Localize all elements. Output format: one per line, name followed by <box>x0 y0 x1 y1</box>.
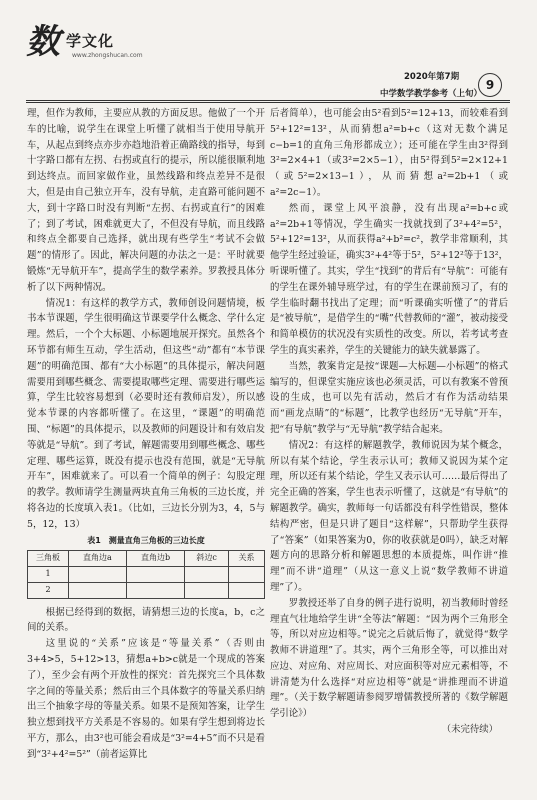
table-cell <box>126 582 184 598</box>
paragraph: 当然，教案肯定是按“课题—大标题—小标题”的格式编写的，但课堂实施应该也必须灵活，可以有教案不曾预设的生成，也可以先有活动，然后才有作为活动结果而“画龙点睛”的“标题”，比教学也经历“无导航”开车，把“有导航”教学与“无导航”教学结合起来。 <box>270 360 508 435</box>
paragraph: 情况2：有这样的解题教学，教师说因为某个概念，所以有某个结论，学生表示认可；教师又说因为某个定理，所以还有某个结论，学生又表示认可……最后得出了完全正确的答案，学生也表示听懂了，这就是“有导航”的解题教学。确实，教师每一句话都没有科学性错误，整体结构严密，但是只讲了题目“这样解”，只帮助学生获得了“答案”（如果答案为0，你的收获就是0吗），缺乏对解题方向的思路分析和解题思想的本质提炼，叫作讲“推理”而不讲“道理”（从这一意义上说“数学教师不讲道理”了）。 <box>270 439 508 593</box>
paragraph: 理，但作为教师，主要应从教的方面反思。他做了一个开车的比喻，说学生在课堂上听懂了就相当于使用导航开车，从起点到终点亦步亦趋地沿着正确路线的指导，每到十字路口都有左拐、右拐或直行的提示，所以能很顺利地到达终点。而回家做作业，虽然线路和终点差异不是很大，但是由自己独立开车，没有导航，走直路可能问题不大，到十字路口时没有判断“左拐、右拐或直行”的困难了；到了考试，困难就更大了，不但没有导航，而且线路和终点全都要自己选择，就出现有些学生“考试不会做题”的情形了。因此，解决问题的办法之一是：平时就要锻炼“无导航开车”，提高学生的数学素养。罗教授具体分析了以下两种情况。 <box>27 108 265 293</box>
table-cell: 1 <box>28 566 69 582</box>
table-row <box>28 582 265 598</box>
table-header-row <box>28 550 265 566</box>
table-cell <box>185 566 229 582</box>
table-cell <box>69 582 127 598</box>
table-header-cell: 直角边b <box>126 550 184 566</box>
table-header-cell: 斜边c <box>185 550 229 566</box>
journal-title: 中学数学教学参考（上旬） <box>380 89 483 99</box>
header-rule-secondary <box>26 102 510 103</box>
table-header-cell: 三角板 <box>28 550 69 566</box>
logo-url: www.zhongshucan.com <box>72 52 143 59</box>
page-number: 9 <box>478 73 502 97</box>
paragraph: 然而，课堂上风平浪静，没有出现a²=b+c或a²=2b+1等情况，学生确实一找就找到了3²+4²=5²，5²+12²=13²，从而获得a²+b²=c²，教学非常顺利，其他学生经过验证，确实3²+4²等于5²，5²+12²等于13²，听课听懂了。其实，学生“找到”的背后有“导航”：可能有的学生在课外辅导班学过，有的学生在课前预习了，有的学生临时翻书找出了定理；而“听课确实听懂了”的背后是“被导航”，是借学生的“嘴”代替教师的“灌”，被动接受和简单模仿的状况没有实质性的改变。所以，若考试考查学生的真实素养，学生的关键能力的缺失就暴露了。 <box>270 202 508 356</box>
page-header <box>0 0 537 112</box>
table-cell <box>229 566 265 582</box>
table-cell <box>126 566 184 582</box>
paragraph: 这里说的“关系”应该是“等量关系”（否则由3+4>5，5+12>13，猜想a+b>c就是一个现成的答案了），至少会有两个开放性的探究：首先探究三个具体数字之间的等量关系；然后由三个具体数字的等量关系归纳出三个抽象字母的等量关系。如果不是预知答案，让学生独立想到找平方关系是不容易的。如果有学生想到将边长平方，那么，由3²也可能会看成是“3²=4+5”而不只是看到“3²+4²=5²”（前者运算比 <box>27 638 265 760</box>
table-cell: 2 <box>28 582 69 598</box>
paragraph: 根据已经得到的数据，请猜想三边的长度a，b，c之间的关系。 <box>27 606 265 634</box>
header-rule <box>26 100 510 101</box>
measurement-table <box>27 550 265 599</box>
table-cell <box>229 582 265 598</box>
table-row <box>28 566 265 582</box>
issue-label: 2020年第7期 <box>404 72 460 82</box>
paragraph: 罗教授还举了自身的例子进行说明，初当教师时曾经理直气壮地给学生讲“全等法”解题：“因为两个三角形全等，所以对应边相等。”说完之后就后悔了，就觉得“数学教师不讲道理”了。其实，两个三角形全等，可以推出对应边、对应角、对应周长、对应面积等对应元素相等，不讲清楚为什么选择“对应边相等”就是“讲推理而不讲道理”。（关于数学解题请参阅罗增儒教授所著的《数学解题学引论》） <box>270 597 508 720</box>
right-column <box>270 106 508 738</box>
paragraph: 情况1：有这样的教学方式，教师创设问题情境，板书本节课题，学生很明确这节课要学什么概念、学什么定理。然后，一个个大标题、小标题地展开探究。虽然各个环节都有师生互动，学生活动，但这些“动”都有“本节课题”的明确范围、都有“大小标题”的具体提示，解决问题需要用到哪些概念、需要提取哪些定理、需要进行哪些运算，学生比较容易想到（必要时还有教师启发），所以感觉本节课的内容都听懂了。在这里，“课题”的明确范围、“标题”的具体提示，以及教师的问题设计和有效启发等就是“导航”。到了考试，解题需要用到哪些概念、哪些定理、哪些运算，既没有提示也没有范围，就是“无导航开车”，困难就来了。可以看一个简单的例子：勾股定理的教学。教师请学生测量两块直角三角板的三边长度，并将各边的长度填入表1。（比如，三边长分别为3，4，5与5，12，13） <box>27 297 265 530</box>
table-header-cell: 关系 <box>229 550 265 566</box>
logo-char: 数 <box>26 22 60 62</box>
paragraph: 后者简单），也可能会由5²看到5²=12+13，而较难看到5²+12²=13²，从而猜想a²=b+c（这对无数个满足c−b=1的直角三角形都成立）；还可能在学生由3²得到3²=2×4+1（或3²=2×5−1），由5²得到5²=2×12+1（或5²=2×13−1），从而猜想a²=2b+1（或a²=2c−1）。 <box>270 108 508 198</box>
table-cell <box>185 582 229 598</box>
column-logo <box>26 22 196 62</box>
left-column <box>27 106 265 762</box>
table-cell <box>69 566 127 582</box>
to-be-continued-note: （未完待续） <box>441 724 498 736</box>
table-header-cell: 直角边a <box>69 550 127 566</box>
logo-text: 学文化 <box>66 32 115 50</box>
table-caption: 表1 测量直角三角板的三边长度 <box>87 535 205 545</box>
